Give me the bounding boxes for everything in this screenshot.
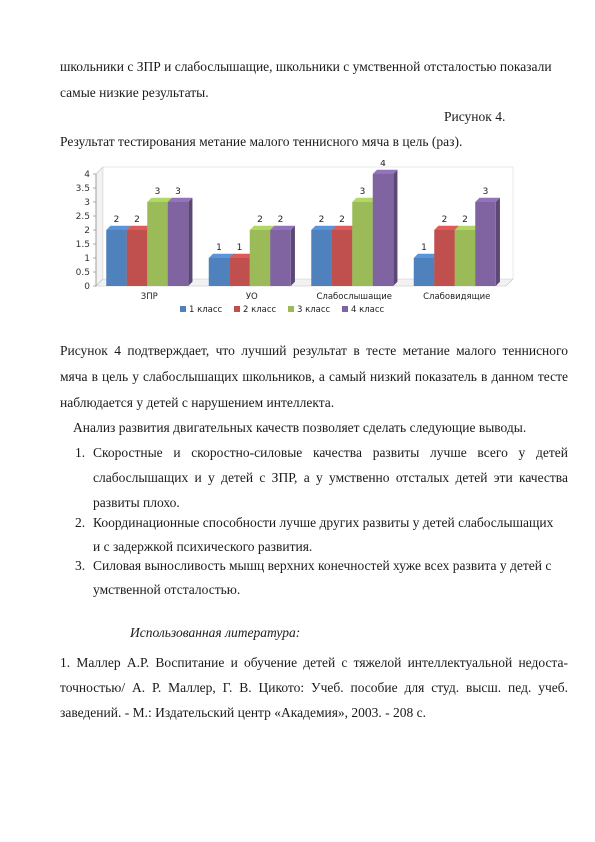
bar: [434, 230, 455, 286]
y-tick-label: 0.5: [75, 268, 90, 278]
paragraph-line: Рисунок 4 подтверждает, что лучший результат в тесте метание малого теннисного: [60, 343, 568, 358]
list-item-line: Скоростные и скоростно-силовые качества развиты лучше всего у детей: [93, 445, 568, 460]
references-title: Использованная литература:: [130, 625, 301, 640]
legend-swatch: [342, 306, 348, 312]
legend-label: 2 класс: [243, 305, 277, 315]
paragraph-line: школьники с ЗПР и слабослышащие, школьники с умственной отсталостью показали: [60, 59, 552, 74]
y-tick-label: 1: [84, 254, 90, 264]
data-label: 2: [462, 215, 468, 225]
bar-top: [147, 198, 172, 202]
bar-side: [393, 170, 397, 286]
bar-side: [188, 198, 192, 286]
y-tick-label: 4: [84, 170, 90, 180]
data-label: 2: [441, 215, 448, 225]
legend-swatch: [234, 306, 240, 312]
bar-top: [311, 226, 336, 230]
figure-caption: Результат тестирования метание малого теннисного мяча в цель (раз).: [60, 134, 463, 149]
paragraph-line: Анализ развития двигательных качеств позволяет сделать следующие выводы.: [73, 420, 527, 435]
y-tick-label: 0: [84, 282, 90, 292]
list-item-line: развиты плохо.: [93, 495, 180, 510]
bar-top: [168, 198, 193, 202]
bar: [414, 258, 435, 286]
bar: [250, 230, 271, 286]
reference-line: точностью/ А. Р. Маллер, Г. В. Цикото: Учеб. пособие для студ. высш. пед. учеб.: [60, 680, 568, 695]
paragraph-line: наблюдается у детей с нарушением интеллекта.: [60, 395, 335, 410]
bar-top: [434, 226, 459, 230]
data-label: 1: [216, 243, 222, 253]
x-tick-label: УО: [245, 292, 258, 302]
x-tick-label: Слабовидящие: [423, 292, 491, 302]
bar-top: [106, 226, 131, 230]
list-item-line: Координационные способности лучше других развиты у детей слабослышащих: [93, 515, 554, 530]
data-label: 2: [257, 215, 263, 225]
bar: [332, 230, 353, 286]
bar: [455, 230, 476, 286]
bar: [106, 230, 127, 286]
data-label: 1: [236, 243, 243, 253]
list-item-line: слабослышащих и у детей с ЗПР, а у умственно отсталых детей эти качества: [93, 470, 568, 485]
bar-top: [270, 226, 295, 230]
x-tick-label: ЗПР: [140, 292, 158, 302]
data-label: 4: [380, 160, 386, 169]
reference-line: заведений. - М.: Издательский центр «Академия», 2003. - 208 с.: [60, 705, 427, 720]
data-label: 2: [134, 215, 140, 225]
bar-side: [496, 198, 500, 286]
y-tick-label: 3: [84, 198, 90, 208]
data-label: 3: [482, 187, 489, 197]
legend-label: 3 класс: [297, 305, 331, 315]
legend-label: 4 класс: [351, 305, 385, 315]
bar: [475, 202, 496, 286]
bar-top: [373, 170, 398, 174]
legend-swatch: [288, 306, 294, 312]
bar: [373, 174, 394, 286]
y-tick-label: 1.5: [75, 240, 90, 250]
bar: [270, 230, 291, 286]
list-item-line: и с задержкой психического развития.: [93, 539, 313, 554]
bar-side: [291, 226, 295, 286]
legend-label: 1 класс: [189, 305, 223, 315]
bar: [147, 202, 168, 286]
figure-number: Рисунок 4.: [444, 109, 506, 124]
data-label: 2: [318, 215, 325, 225]
bar-top: [475, 198, 500, 202]
y-tick-label: 2.5: [75, 212, 90, 222]
y-tick-label: 2: [84, 226, 90, 236]
bar-chart: [58, 160, 528, 320]
bar: [209, 258, 230, 286]
bar: [168, 202, 189, 286]
bar: [311, 230, 332, 286]
paragraph-line: мяча в цель у слабослышащих школьников, а самый низкий показатель в данном тесте: [60, 369, 568, 384]
data-label: 3: [359, 187, 366, 197]
bar-top: [250, 226, 275, 230]
reference-line: 1. Маллер А.Р. Воспитание и обучение детей с тяжелой интеллектуальной недоста-: [60, 655, 568, 670]
data-label: 3: [154, 187, 161, 197]
bar: [229, 258, 250, 286]
data-label: 3: [175, 187, 181, 197]
paragraph-line: самые низкие результаты.: [60, 85, 209, 100]
chart-side-wall: [96, 167, 103, 286]
list-number: 1.: [75, 445, 86, 460]
bar-top: [209, 254, 234, 258]
list-item-line: умственной отсталостью.: [93, 582, 241, 597]
list-number: 2.: [75, 515, 86, 530]
data-label: 2: [277, 215, 284, 225]
data-label: 2: [339, 215, 345, 225]
bar: [352, 202, 373, 286]
x-tick-label: Слабослышащие: [316, 292, 393, 302]
list-item-line: Силовая выносливость мышц верхних конечностей хуже всех развита у детей с: [93, 558, 552, 573]
list-number: 3.: [75, 558, 86, 573]
bar: [127, 230, 148, 286]
data-label: 1: [421, 243, 427, 253]
data-label: 2: [113, 215, 120, 225]
legend-swatch: [180, 306, 186, 312]
y-tick-label: 3.5: [75, 184, 90, 194]
